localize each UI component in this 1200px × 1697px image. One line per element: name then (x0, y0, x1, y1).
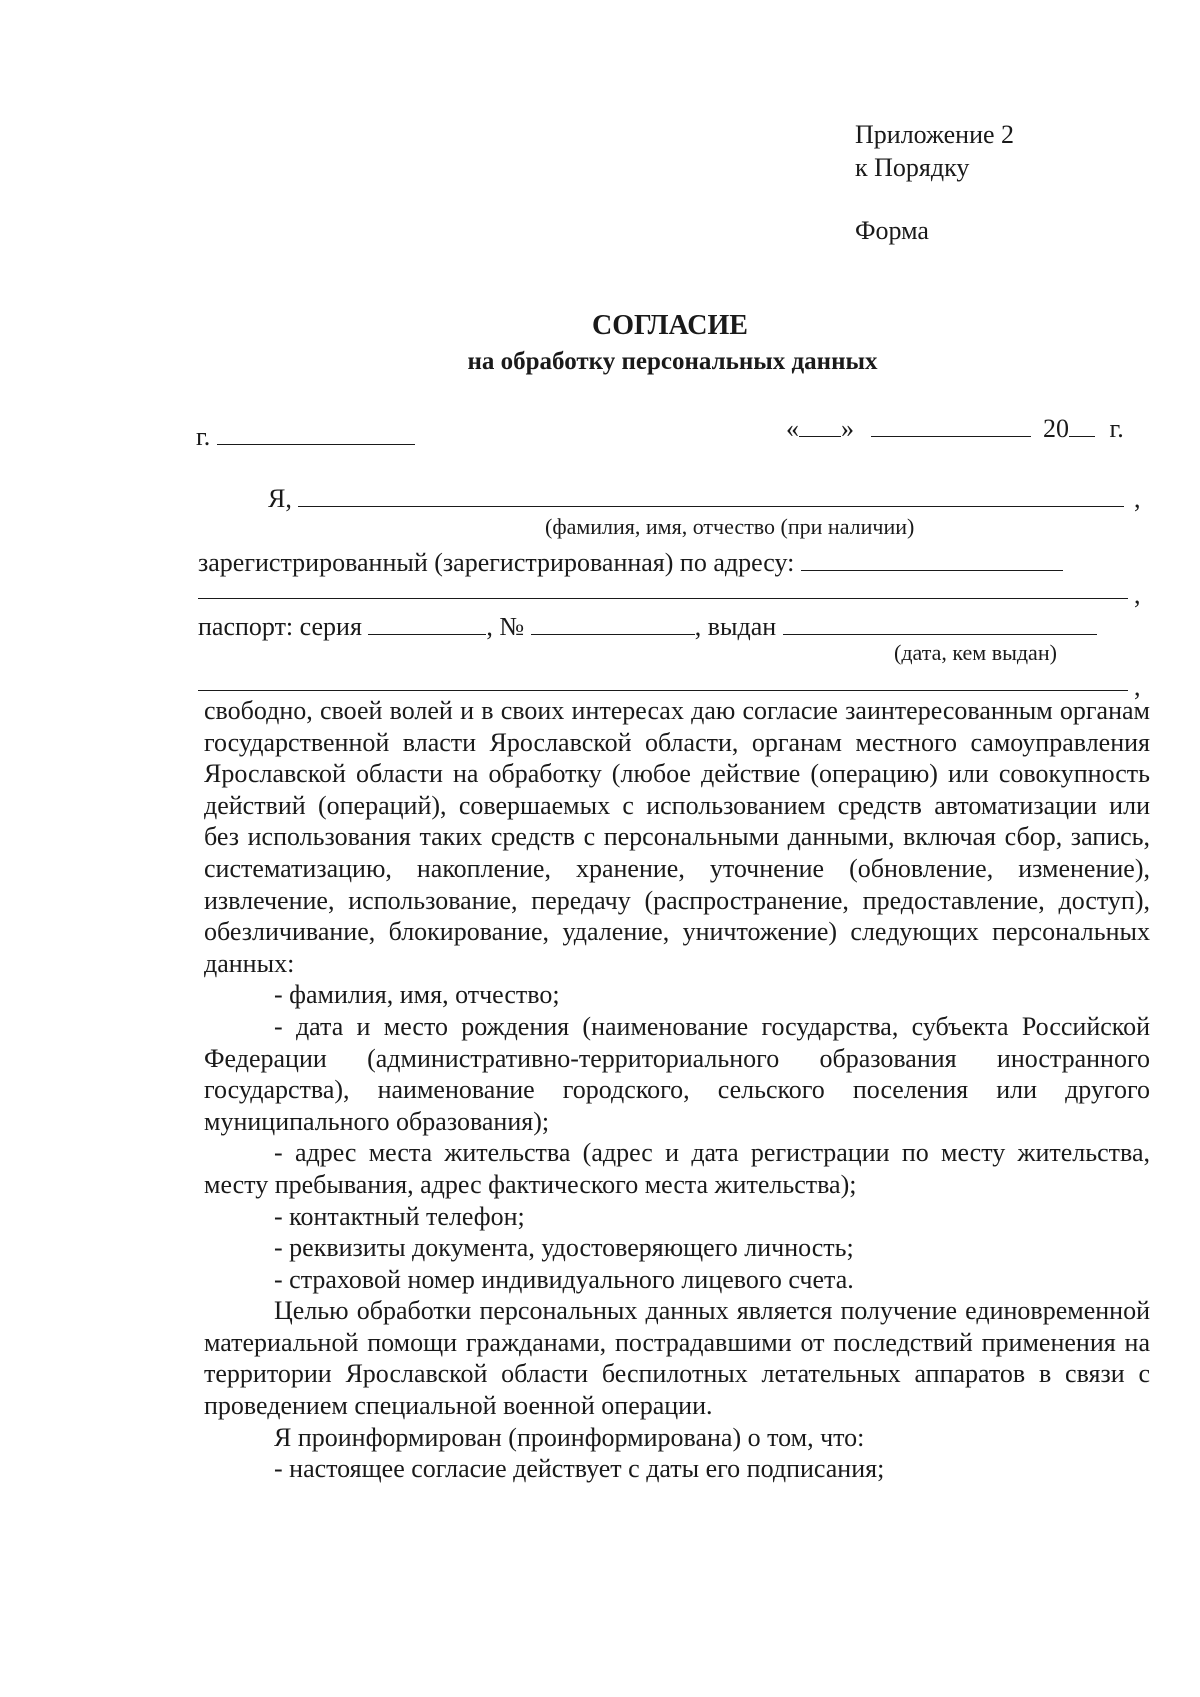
year-suffix: г. (1109, 414, 1124, 443)
body-paragraph: - настоящее согласие действует с даты его подписания; (274, 1454, 885, 1484)
document-title: СОГЛАСИЕ (592, 310, 748, 341)
year-blank[interactable] (1069, 414, 1095, 437)
month-blank[interactable] (871, 414, 1031, 437)
passport-series-blank[interactable] (368, 612, 486, 635)
body-paragraph: - дата и место рождения (наименование государства, субъекта Российской Федерации (административно-территориального образования иностранного государства), наименование городского, сельского поселения или другого муниципального образования); (204, 1011, 1150, 1136)
fio-blank[interactable] (298, 484, 1124, 507)
passport-series-label: паспорт: серия (198, 612, 362, 641)
body-paragraph: Целью обработки персональных данных является получение единовременной материальной помощи гражданами, пострадавшими от последствий применения на территории Ярославской области беспилотных летательных аппаратов в связи с проведением специальной военной операции. (204, 1296, 1150, 1421)
fio-comma: , (1134, 484, 1141, 513)
passport-issued-blank[interactable] (783, 612, 1097, 635)
date-field (786, 414, 1124, 444)
document-subtitle: на обработку персональных данных (467, 348, 878, 375)
issued-caption: (дата, кем выдан) (894, 640, 1057, 665)
i-prefix: Я, (268, 484, 292, 513)
quote-close: » (841, 414, 854, 443)
address-blank-1[interactable] (801, 548, 1063, 571)
passport-number-label: , № (486, 612, 525, 641)
appendix-reference: к Порядку (855, 153, 970, 182)
quote-open: « (786, 414, 799, 443)
address-blank-2[interactable] (198, 598, 1128, 599)
body-paragraph: - контактный телефон; (274, 1201, 525, 1231)
address-comma: , (1134, 580, 1141, 609)
appendix-header (855, 118, 1014, 247)
body-paragraph: - фамилия, имя, отчество; (274, 980, 560, 1010)
body-paragraph: - адрес места жительства (адрес и дата регистрации по месту жительства, месту пребывания, адрес фактического места жительства); (204, 1138, 1150, 1199)
passport-line (198, 612, 1097, 642)
body-paragraph: Я проинформирован (проинформирована) о том, что: (274, 1422, 865, 1452)
city-prefix: г. (196, 422, 211, 451)
fio-line (268, 484, 1124, 514)
body-paragraph: - страховой номер индивидуального лицевого счета. (274, 1264, 854, 1294)
issued-comma: , (1134, 672, 1141, 701)
body-paragraph: - реквизиты документа, удостоверяющего личность; (274, 1233, 854, 1263)
issued-blank-2[interactable] (198, 690, 1128, 691)
year-prefix: 20 (1043, 414, 1069, 443)
address-label: зарегистрированный (зарегистрированная) по адресу: (198, 548, 795, 577)
city-blank[interactable] (217, 422, 415, 445)
fio-caption: (фамилия, имя, отчество (при наличии) (545, 514, 915, 539)
appendix-number: Приложение 2 (855, 120, 1015, 149)
day-blank[interactable] (799, 414, 841, 437)
address-line (198, 548, 1063, 578)
passport-issued-label: , выдан (694, 612, 777, 641)
passport-number-blank[interactable] (531, 612, 695, 635)
form-label: Форма (855, 216, 929, 245)
city-field (196, 422, 415, 452)
body-paragraph: свободно, своей волей и в своих интересах даю согласие заинтересованным органам государственной власти Ярославской области, органам местного самоуправления Ярославской области на обработку (любое действие (операцию) или совокупность действий (операций), совершаемых с использованием средств автоматизации или без использования таких средств с персональными данными, включая сбор, запись, систематизацию, накопление, хранение, уточнение (обновление, изменение), извлечение, использование, передачу (распространение, предоставление, доступ), обезличивание, блокирование, удаление, уничтожение) следующих персональных данных: (204, 696, 1150, 978)
consent-body (204, 695, 1150, 1485)
